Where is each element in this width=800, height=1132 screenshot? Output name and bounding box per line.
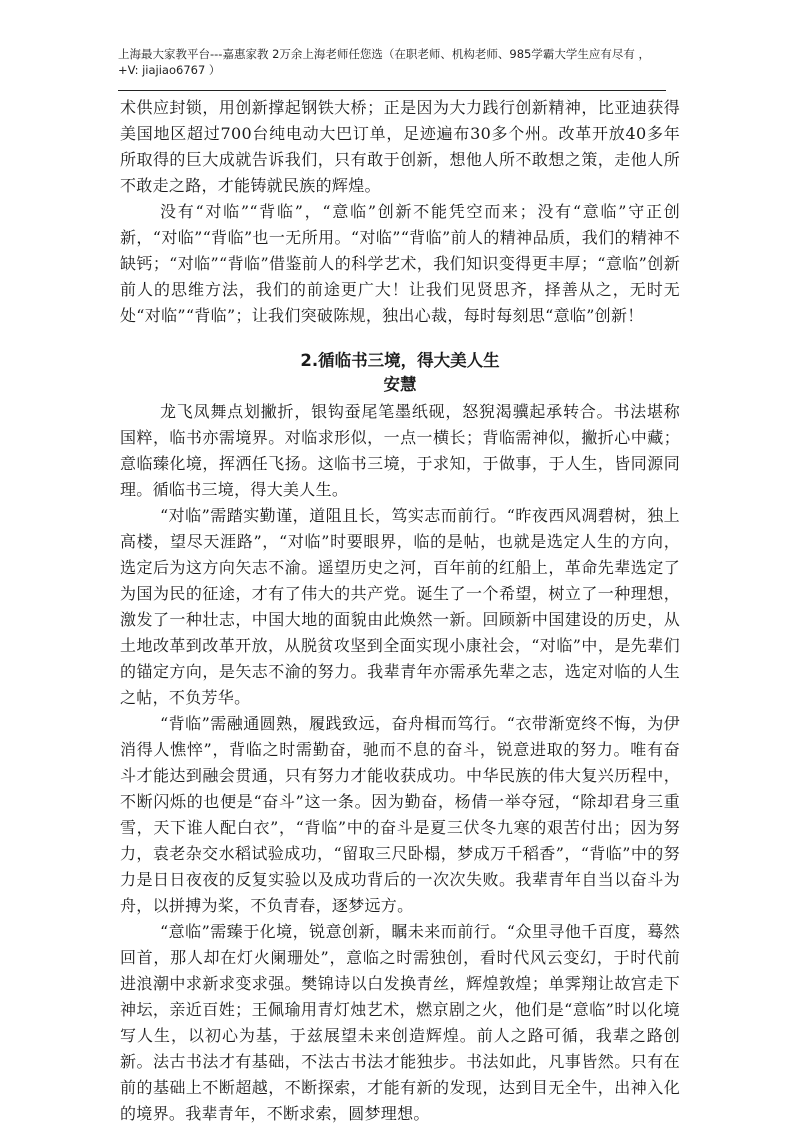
document-body — [120, 95, 680, 1127]
paragraph: 龙飞凤舞点划撇折，银钩蚕尾笔墨纸砚，怒猊渴骥起承转合。书法堪称国粹，临书亦需境界。对临求形似，一点一横长；背临需神似，撇折心中藏；意临臻化境，挥洒任飞扬。这临书三境，于求知，于做事，于人生，皆同源同理。循临书三境，得大美人生。 — [120, 402, 680, 499]
author-name: 安慧 — [383, 375, 417, 394]
paragraph: “意临”需臻于化境，锐意创新，瞩未来而前行。“众里寻他千百度，蓦然回首，那人却在灯火阑珊处”，意临之时需独创，看时代风云变幻，于时代前进浪潮中求新求变求强。樊锦诗以白发换青丝，辉煌敦煌；单霁翔让故宫走下神坛，亲近百姓；王佩瑜用青灯烛艺术，燃京剧之火，他们是“意临”时以化境写人生，以初心为基，于兹展望未来创造辉煌。前人之路可循，我辈之路创新。法古书法才有基础，不法古书法才能独步。书法如此，凡事皆然。只有在前的基础上不断超越，不断探索，才能有新的发现，达到目无全牛，出神入化的境界。我辈青年，不断求索，圆梦理想。 — [120, 922, 680, 1123]
paragraph: “对临”需踏实勤谨，道阻且长，笃实志而前行。“昨夜西风凋碧树，独上高楼，望尽天涯路”，“对临”时要眼界，临的是帖，也就是选定人生的方向，选定后为这方向矢志不渝。遥望历史之河，百年前的红船上，革命先辈选定了为国为民的征途，才有了伟大的共产党。诞生了一个希望，树立了一种理想，激发了一种壮志，中国大地的面貌由此焕然一新。回顾新中国建设的历史，从土地改革到改革开放，从脱贫攻坚到全面实现小康社会，“对临”中，是先辈们的锚定方向，是矢志不渝的努力。我辈青年亦需承先辈之志，选定对临的人生之帖，不负芳华。 — [120, 506, 680, 707]
page-header: 上海最大家教平台---嘉惠家教 2万余上海老师任您选（在职老师、机构老师、985学霸大学生应有尽有 ，+V: jiajiao6767 ） — [118, 47, 651, 77]
section-title: 2.循临书三境，得大美人生 — [300, 351, 500, 370]
paragraph: “背临”需融通圆熟，履践致远，奋舟楫而笃行。“衣带渐宽终不悔，为伊消得人憔悴”，背临之时需勤奋，驰而不息的奋斗，锐意进取的努力。唯有奋斗才能达到融会贯通，只有努力才能收获成功。中华民族的伟大复兴历程中，不断闪烁的也便是“奋斗”这一条。因为勤奋，杨倩一举夺冠，“除却君身三重雪，天下谁人配白衣”，“背临”中的奋斗是夏三伏冬九寒的艰苦付出；因为努力，袁老杂交水稻试验成功，“留取三尺卧榻，梦成万千稻香”，“背临”中的努力是日日夜夜的反复实验以及成功背后的一次次失败。我辈青年自当以奋斗为舟，以拼搏为桨，不负青春，逐梦远方。 — [120, 714, 680, 915]
header-divider — [118, 90, 666, 91]
paragraph: 没有“对临”“背临”，“意临”创新不能凭空而来；没有“意临”守正创新，“对临”“背临”也一无所用。“对临”“背临”前人的精神品质，我们的精神不缺钙；“对临”“背临”借鉴前人的科学艺术，我们知识变得更丰厚；“意临”创新前人的思维方法，我们的前途更广大！让我们见贤思齐，择善从之，无时无处“对临”“背临”；让我们突破陈规，独出心裁，每时每刻思“意临”创新！ — [120, 202, 680, 325]
paragraph: 术供应封锁，用创新撑起钢铁大桥；正是因为大力践行创新精神，比亚迪获得美国地区超过700台纯电动大巴订单，足迹遍布30多个州。改革开放40多年所取得的巨大成就告诉我们，只有敢于创新，想他人所不敢想之策，走他人所不敢走之路，才能铸就民族的辉煌。 — [120, 98, 680, 195]
